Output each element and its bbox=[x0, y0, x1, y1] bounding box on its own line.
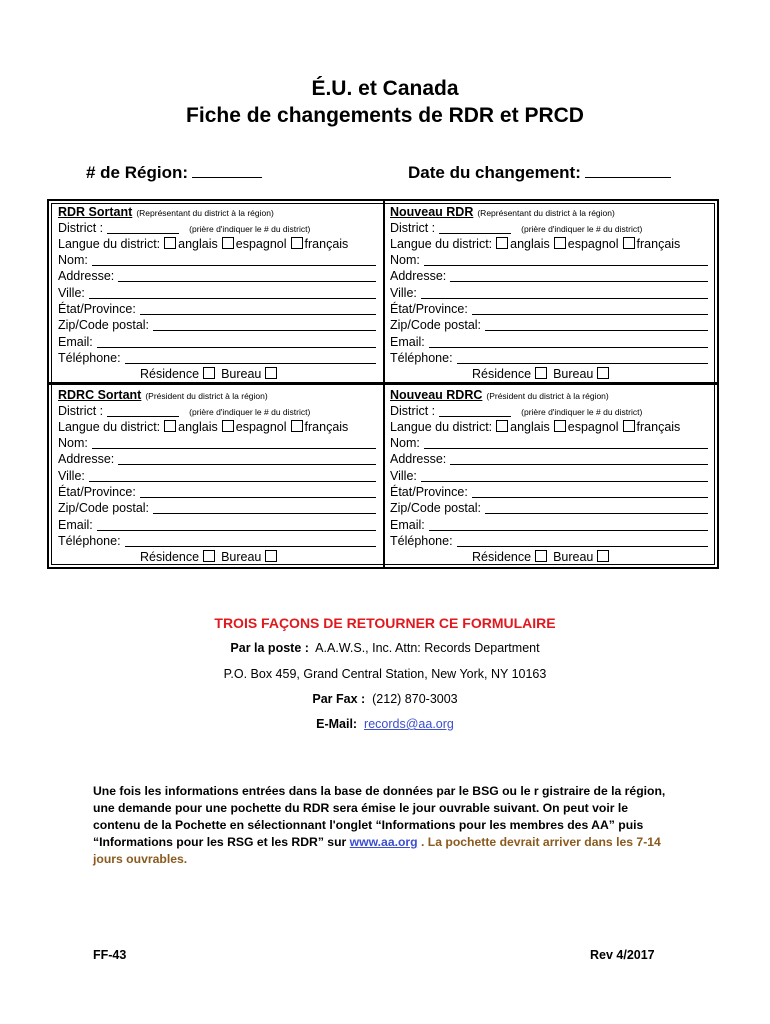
email-label: E-Mail: bbox=[316, 717, 358, 731]
district-hint: (prière d'indiquer le # du district) bbox=[189, 407, 311, 417]
telephone-label: Téléphone: bbox=[390, 533, 453, 548]
nom-label: Nom: bbox=[390, 436, 420, 450]
region-label: # de Région: bbox=[86, 163, 189, 182]
etat-label: État/Province: bbox=[390, 484, 468, 499]
return-address: P.O. Box 459, Grand Central Station, New York, NY 10163 bbox=[223, 667, 547, 681]
language-label: Langue du district: bbox=[58, 237, 161, 251]
language-label: Langue du district: bbox=[390, 420, 493, 434]
panel-subtitle: (Président du district à la région) bbox=[486, 391, 609, 401]
district-input-line[interactable] bbox=[107, 220, 179, 234]
post-value: A.A.W.S., Inc. Attn: Records Department bbox=[315, 641, 540, 655]
spanish-label: espagnol bbox=[567, 237, 619, 251]
bureau-checkbox[interactable] bbox=[265, 367, 277, 379]
english-checkbox[interactable] bbox=[164, 237, 176, 249]
email-input-line[interactable] bbox=[429, 517, 708, 531]
zip-label: Zip/Code postal: bbox=[390, 318, 482, 333]
ville-input-line[interactable] bbox=[89, 468, 376, 482]
language-label: Langue du district: bbox=[58, 420, 161, 434]
return-fax bbox=[0, 692, 770, 706]
french-label: français bbox=[304, 420, 349, 434]
email-label: Email: bbox=[390, 517, 425, 532]
nom-input-line[interactable] bbox=[92, 435, 376, 449]
date-input-line[interactable] bbox=[585, 163, 671, 178]
english-label: anglais bbox=[178, 420, 218, 434]
email-link[interactable]: records@aa.org bbox=[364, 717, 454, 731]
residence-checkbox[interactable] bbox=[535, 550, 547, 562]
post-label: Par la poste : bbox=[230, 641, 309, 655]
english-label: anglais bbox=[510, 420, 550, 434]
zip-input-line[interactable] bbox=[485, 500, 708, 514]
addresse-label: Addresse: bbox=[58, 269, 115, 284]
email-input-line[interactable] bbox=[97, 334, 376, 348]
district-hint: (prière d'indiquer le # du district) bbox=[189, 224, 311, 234]
addresse-label: Addresse: bbox=[390, 452, 447, 467]
residence-label: Résidence bbox=[472, 550, 532, 564]
email-input-line[interactable] bbox=[429, 334, 708, 348]
note-tail: . La pochette devrait arriver dans les 7-14 jours ouvrables. bbox=[93, 835, 661, 866]
panel-title: Nouveau RDR bbox=[390, 205, 474, 219]
french-checkbox[interactable] bbox=[291, 420, 303, 432]
spanish-label: espagnol bbox=[235, 237, 287, 251]
form-code: FF-43 bbox=[93, 948, 127, 962]
etat-label: État/Province: bbox=[390, 301, 468, 316]
note-text: Une fois les informations entrées dans la base de données par le BSG ou le r gistraire de la région, une demande pour une pochette du RDR sera émise le jour ouvrable suivant. On peut voir le contenu de la Pochette en sélectionnant l'onglet “Informations pour les membres des AA” puis “Informations pour les RSG et les RDR” sur bbox=[93, 784, 666, 849]
telephone-label: Téléphone: bbox=[58, 533, 121, 548]
date-field[interactable] bbox=[408, 163, 671, 183]
etat-input-line[interactable] bbox=[472, 484, 708, 498]
ville-label: Ville: bbox=[58, 285, 85, 300]
etat-label: État/Province: bbox=[58, 484, 136, 499]
residence-checkbox[interactable] bbox=[203, 367, 215, 379]
residence-checkbox[interactable] bbox=[535, 367, 547, 379]
telephone-input-line[interactable] bbox=[457, 350, 708, 364]
nom-input-line[interactable] bbox=[424, 435, 708, 449]
panel-subtitle: (Président du district à la région) bbox=[145, 391, 268, 401]
ville-label: Ville: bbox=[390, 468, 417, 483]
spanish-checkbox[interactable] bbox=[222, 420, 234, 432]
french-label: français bbox=[636, 237, 681, 251]
french-checkbox[interactable] bbox=[291, 237, 303, 249]
nom-input-line[interactable] bbox=[92, 252, 376, 266]
ville-input-line[interactable] bbox=[421, 285, 708, 299]
addresse-input-line[interactable] bbox=[450, 268, 708, 282]
aa-website-link[interactable]: www.aa.org bbox=[349, 835, 418, 849]
bureau-label: Bureau bbox=[221, 367, 262, 381]
ville-label: Ville: bbox=[390, 285, 417, 300]
info-note bbox=[93, 783, 673, 868]
english-checkbox[interactable] bbox=[496, 420, 508, 432]
email-label: Email: bbox=[390, 334, 425, 349]
french-checkbox[interactable] bbox=[623, 237, 635, 249]
email-label: Email: bbox=[58, 517, 93, 532]
telephone-input-line[interactable] bbox=[125, 350, 376, 364]
fax-value: (212) 870-3003 bbox=[372, 692, 458, 706]
panel-title: Nouveau RDRC bbox=[390, 388, 483, 402]
bureau-checkbox[interactable] bbox=[597, 367, 609, 379]
zip-input-line[interactable] bbox=[485, 317, 708, 331]
district-hint: (prière d'indiquer le # du district) bbox=[521, 224, 643, 234]
spanish-checkbox[interactable] bbox=[222, 237, 234, 249]
addresse-input-line[interactable] bbox=[118, 451, 376, 465]
bureau-checkbox[interactable] bbox=[597, 550, 609, 562]
page-title: É.U. et Canada bbox=[311, 77, 459, 100]
french-label: français bbox=[636, 420, 681, 434]
panel-title: RDRC Sortant bbox=[58, 388, 142, 402]
district-input-line[interactable] bbox=[439, 403, 511, 417]
residence-label: Résidence bbox=[140, 367, 200, 381]
french-label: français bbox=[304, 237, 349, 251]
return-post bbox=[0, 641, 770, 655]
french-checkbox[interactable] bbox=[623, 420, 635, 432]
etat-input-line[interactable] bbox=[140, 484, 376, 498]
nom-input-line[interactable] bbox=[424, 252, 708, 266]
district-hint: (prière d'indiquer le # du district) bbox=[521, 407, 643, 417]
addresse-label: Addresse: bbox=[390, 269, 447, 284]
nom-label: Nom: bbox=[58, 436, 88, 450]
district-input-line[interactable] bbox=[107, 403, 179, 417]
residence-checkbox[interactable] bbox=[203, 550, 215, 562]
zip-input-line[interactable] bbox=[153, 317, 376, 331]
telephone-input-line[interactable] bbox=[125, 533, 376, 547]
spanish-label: espagnol bbox=[567, 420, 619, 434]
bureau-label: Bureau bbox=[553, 367, 594, 381]
english-checkbox[interactable] bbox=[496, 237, 508, 249]
panel-subtitle: (Représentant du district à la région) bbox=[136, 208, 274, 218]
region-input-line[interactable] bbox=[192, 163, 262, 178]
ville-label: Ville: bbox=[58, 468, 85, 483]
zip-input-line[interactable] bbox=[153, 500, 376, 514]
revision: Rev 4/2017 bbox=[590, 948, 655, 962]
residence-label: Résidence bbox=[472, 367, 532, 381]
panel-title: RDR Sortant bbox=[58, 205, 133, 219]
ville-input-line[interactable] bbox=[421, 468, 708, 482]
nom-label: Nom: bbox=[390, 253, 420, 267]
telephone-input-line[interactable] bbox=[457, 533, 708, 547]
spanish-checkbox[interactable] bbox=[554, 420, 566, 432]
return-email bbox=[0, 717, 770, 731]
spanish-label: espagnol bbox=[235, 420, 287, 434]
etat-input-line[interactable] bbox=[140, 301, 376, 315]
zip-label: Zip/Code postal: bbox=[390, 501, 482, 516]
nom-label: Nom: bbox=[58, 253, 88, 267]
addresse-input-line[interactable] bbox=[118, 268, 376, 282]
district-label: District : bbox=[390, 404, 436, 418]
district-label: District : bbox=[58, 221, 104, 235]
bureau-label: Bureau bbox=[221, 550, 262, 564]
addresse-label: Addresse: bbox=[58, 452, 115, 467]
telephone-label: Téléphone: bbox=[58, 350, 121, 365]
bureau-label: Bureau bbox=[553, 550, 594, 564]
ville-input-line[interactable] bbox=[89, 285, 376, 299]
etat-label: État/Province: bbox=[58, 301, 136, 316]
bureau-checkbox[interactable] bbox=[265, 550, 277, 562]
district-input-line[interactable] bbox=[439, 220, 511, 234]
page-subtitle: Fiche de changements de RDR et PRCD bbox=[186, 104, 584, 127]
region-field[interactable] bbox=[86, 163, 262, 183]
email-input-line[interactable] bbox=[97, 517, 376, 531]
english-label: anglais bbox=[178, 237, 218, 251]
district-label: District : bbox=[390, 221, 436, 235]
language-label: Langue du district: bbox=[390, 237, 493, 251]
horizontal-divider bbox=[49, 382, 717, 385]
telephone-label: Téléphone: bbox=[390, 350, 453, 365]
english-label: anglais bbox=[510, 237, 550, 251]
return-title: TROIS FAÇONS DE RETOURNER CE FORMULAIRE bbox=[214, 615, 556, 631]
panel-subtitle: (Représentant du district à la région) bbox=[477, 208, 615, 218]
email-label: Email: bbox=[58, 334, 93, 349]
fax-label: Par Fax : bbox=[312, 692, 366, 706]
date-label: Date du changement: bbox=[408, 163, 581, 182]
etat-input-line[interactable] bbox=[472, 301, 708, 315]
addresse-input-line[interactable] bbox=[450, 451, 708, 465]
residence-label: Résidence bbox=[140, 550, 200, 564]
spanish-checkbox[interactable] bbox=[554, 237, 566, 249]
english-checkbox[interactable] bbox=[164, 420, 176, 432]
district-label: District : bbox=[58, 404, 104, 418]
zip-label: Zip/Code postal: bbox=[58, 318, 150, 333]
zip-label: Zip/Code postal: bbox=[58, 501, 150, 516]
